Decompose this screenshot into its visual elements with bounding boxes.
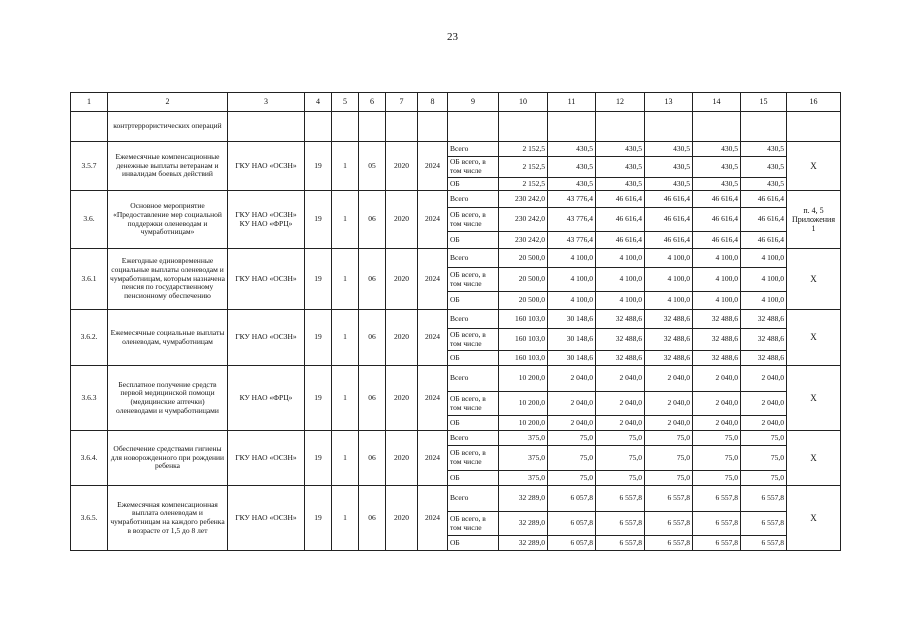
amount-cell: 32 488,6 <box>596 329 645 351</box>
amount-cell: 75,0 <box>741 471 787 486</box>
amount-cell: 230 242,0 <box>499 208 548 232</box>
amount-cell: 2 040,0 <box>645 366 693 392</box>
amount-cell: 375,0 <box>499 471 548 486</box>
row-code-program: 1 <box>332 142 359 191</box>
amount-cell: 6 557,8 <box>645 486 693 512</box>
funding-source-label: Всего <box>448 142 499 157</box>
row-note: X <box>787 486 841 551</box>
amount-cell: 6 557,8 <box>645 512 693 536</box>
amount-cell: 2 040,0 <box>548 392 596 416</box>
row-code-program: 1 <box>332 486 359 551</box>
row-start-year: 2020 <box>386 142 418 191</box>
amount-cell: 75,0 <box>693 471 741 486</box>
amount-cell: 430,5 <box>645 157 693 178</box>
row-name: Бесплатное получение средств первой медицинской помощи (медицинские аптечки) оленеводами и чумработницами <box>108 366 228 431</box>
row-note: X <box>787 142 841 191</box>
row-end-year: 2024 <box>418 249 448 310</box>
amount-cell: 6 057,8 <box>548 512 596 536</box>
amount-cell: 430,5 <box>741 178 787 191</box>
amount-cell: 43 776,4 <box>548 208 596 232</box>
row-code-grbs: 19 <box>305 249 332 310</box>
column-header: 12 <box>596 93 645 112</box>
amount-cell: 4 100,0 <box>596 268 645 292</box>
row-code-program: 1 <box>332 191 359 249</box>
column-header: 11 <box>548 93 596 112</box>
table-body <box>71 93 841 551</box>
row-code-subprogram: 06 <box>359 366 386 431</box>
amount-cell: 75,0 <box>548 446 596 471</box>
amount-cell: 160 103,0 <box>499 351 548 366</box>
amount-cell: 75,0 <box>645 431 693 446</box>
row-code: 3.6.4. <box>71 431 108 486</box>
row-start-year: 2020 <box>386 310 418 366</box>
column-header: 9 <box>448 93 499 112</box>
row-executor: ГКУ НАО «ОСЗН» КУ НАО «ФРЦ» <box>228 191 305 249</box>
amount-cell: 430,5 <box>693 142 741 157</box>
amount-cell: 4 100,0 <box>548 249 596 268</box>
amount-cell: 20 500,0 <box>499 292 548 310</box>
amount-cell: 6 557,8 <box>741 486 787 512</box>
funding-source-label: ОБ <box>448 471 499 486</box>
amount-cell: 4 100,0 <box>741 292 787 310</box>
column-header: 8 <box>418 93 448 112</box>
amount-cell: 6 557,8 <box>596 512 645 536</box>
budget-table <box>70 92 841 551</box>
column-header: 6 <box>359 93 386 112</box>
row-name: Ежемесячная компенсационная выплата оленеводам и чумработницам на каждого ребенка в возрасте от 1,5 до 8 лет <box>108 486 228 551</box>
column-header: 3 <box>228 93 305 112</box>
table-row <box>71 310 841 329</box>
table-row <box>71 142 841 157</box>
amount-cell: 2 040,0 <box>596 392 645 416</box>
row-code-grbs: 19 <box>305 431 332 486</box>
funding-source-label: Всего <box>448 191 499 208</box>
funding-source-label: ОБ всего, в том числе <box>448 512 499 536</box>
amount-cell: 75,0 <box>596 431 645 446</box>
amount-cell: 32 488,6 <box>693 329 741 351</box>
amount-cell: 43 776,4 <box>548 232 596 249</box>
amount-cell: 2 040,0 <box>693 416 741 431</box>
funding-source-label: ОБ всего, в том числе <box>448 208 499 232</box>
amount-cell: 30 148,6 <box>548 351 596 366</box>
amount-cell: 4 100,0 <box>741 249 787 268</box>
amount-cell: 6 557,8 <box>596 536 645 551</box>
funding-source-label: ОБ <box>448 292 499 310</box>
table-row <box>71 486 841 512</box>
amount-cell: 6 057,8 <box>548 536 596 551</box>
funding-source-label: Всего <box>448 486 499 512</box>
amount-cell: 46 616,4 <box>693 232 741 249</box>
amount-cell: 75,0 <box>741 431 787 446</box>
amount-cell: 30 148,6 <box>548 310 596 329</box>
row-executor: ГКУ НАО «ОСЗН» <box>228 431 305 486</box>
table-row <box>71 366 841 392</box>
row-note: X <box>787 431 841 486</box>
row-code: 3.6.5. <box>71 486 108 551</box>
amount-cell: 75,0 <box>596 471 645 486</box>
column-header: 2 <box>108 93 228 112</box>
amount-cell: 46 616,4 <box>645 208 693 232</box>
amount-cell: 430,5 <box>645 178 693 191</box>
row-code-grbs: 19 <box>305 142 332 191</box>
amount-cell: 430,5 <box>596 142 645 157</box>
row-code-subprogram: 06 <box>359 431 386 486</box>
funding-source-label: ОБ всего, в том числе <box>448 392 499 416</box>
funding-source-label: ОБ всего, в том числе <box>448 268 499 292</box>
funding-source-label: Всего <box>448 310 499 329</box>
continued-row-name: контртеррористических операций <box>108 112 228 142</box>
amount-cell: 32 488,6 <box>596 351 645 366</box>
amount-cell: 4 100,0 <box>693 292 741 310</box>
amount-cell: 20 500,0 <box>499 268 548 292</box>
amount-cell: 75,0 <box>548 471 596 486</box>
amount-cell: 75,0 <box>741 446 787 471</box>
row-start-year: 2020 <box>386 431 418 486</box>
column-number-row <box>71 93 841 112</box>
amount-cell: 430,5 <box>548 157 596 178</box>
column-header: 5 <box>332 93 359 112</box>
row-name: Основное мероприятие «Предоставление мер социальной поддержки оленеводам и чумработницам» <box>108 191 228 249</box>
row-start-year: 2020 <box>386 249 418 310</box>
row-code-program: 1 <box>332 310 359 366</box>
amount-cell: 43 776,4 <box>548 191 596 208</box>
row-executor: ГКУ НАО «ОСЗН» <box>228 486 305 551</box>
amount-cell: 6 557,8 <box>693 512 741 536</box>
column-header: 7 <box>386 93 418 112</box>
amount-cell: 430,5 <box>548 178 596 191</box>
continued-row <box>71 112 841 142</box>
amount-cell: 430,5 <box>741 142 787 157</box>
amount-cell: 2 152,5 <box>499 157 548 178</box>
amount-cell: 2 040,0 <box>693 366 741 392</box>
amount-cell: 430,5 <box>741 157 787 178</box>
row-name: Ежегодные единовременные социальные выплаты оленеводам и чумработницам, которым назначена пенсия по государственному пенсионному обеспечению <box>108 249 228 310</box>
row-executor: ГКУ НАО «ОСЗН» <box>228 249 305 310</box>
funding-source-label: ОБ <box>448 416 499 431</box>
amount-cell: 6 557,8 <box>741 512 787 536</box>
amount-cell: 10 200,0 <box>499 366 548 392</box>
amount-cell: 2 040,0 <box>741 366 787 392</box>
amount-cell: 2 152,5 <box>499 142 548 157</box>
row-code-grbs: 19 <box>305 310 332 366</box>
amount-cell: 46 616,4 <box>645 191 693 208</box>
row-end-year: 2024 <box>418 486 448 551</box>
amount-cell: 30 148,6 <box>548 329 596 351</box>
funding-source-label: Всего <box>448 366 499 392</box>
amount-cell: 32 488,6 <box>741 310 787 329</box>
funding-source-label: ОБ <box>448 232 499 249</box>
amount-cell: 430,5 <box>693 178 741 191</box>
funding-source-label: ОБ <box>448 178 499 191</box>
column-header: 16 <box>787 93 841 112</box>
row-note: X <box>787 366 841 431</box>
amount-cell: 230 242,0 <box>499 191 548 208</box>
row-code: 3.5.7 <box>71 142 108 191</box>
amount-cell: 10 200,0 <box>499 392 548 416</box>
amount-cell: 4 100,0 <box>645 268 693 292</box>
row-name: Обеспечение средствами гигиены для новорожденного при рождении ребенка <box>108 431 228 486</box>
amount-cell: 46 616,4 <box>741 191 787 208</box>
column-header: 1 <box>71 93 108 112</box>
amount-cell: 32 488,6 <box>645 351 693 366</box>
amount-cell: 430,5 <box>548 142 596 157</box>
amount-cell: 2 040,0 <box>693 392 741 416</box>
amount-cell: 4 100,0 <box>693 249 741 268</box>
row-start-year: 2020 <box>386 486 418 551</box>
amount-cell: 2 040,0 <box>596 416 645 431</box>
column-header: 13 <box>645 93 693 112</box>
row-note: п. 4, 5 Приложения 1 <box>787 191 841 249</box>
amount-cell: 4 100,0 <box>548 292 596 310</box>
amount-cell: 160 103,0 <box>499 329 548 351</box>
amount-cell: 75,0 <box>596 446 645 471</box>
amount-cell: 6 557,8 <box>693 536 741 551</box>
row-code: 3.6.1 <box>71 249 108 310</box>
column-header: 14 <box>693 93 741 112</box>
funding-source-label: ОБ всего, в том числе <box>448 157 499 178</box>
amount-cell: 46 616,4 <box>596 208 645 232</box>
funding-source-label: ОБ <box>448 536 499 551</box>
row-executor: КУ НАО «ФРЦ» <box>228 366 305 431</box>
amount-cell: 32 488,6 <box>693 310 741 329</box>
column-header: 15 <box>741 93 787 112</box>
amount-cell: 6 557,8 <box>596 486 645 512</box>
amount-cell: 2 152,5 <box>499 178 548 191</box>
row-code-program: 1 <box>332 249 359 310</box>
amount-cell: 46 616,4 <box>741 208 787 232</box>
funding-source-label: ОБ <box>448 351 499 366</box>
row-note: X <box>787 249 841 310</box>
amount-cell: 32 488,6 <box>645 329 693 351</box>
amount-cell: 4 100,0 <box>548 268 596 292</box>
amount-cell: 32 488,6 <box>645 310 693 329</box>
amount-cell: 430,5 <box>596 157 645 178</box>
amount-cell: 10 200,0 <box>499 416 548 431</box>
amount-cell: 46 616,4 <box>596 191 645 208</box>
row-code: 3.6.2. <box>71 310 108 366</box>
amount-cell: 6 057,8 <box>548 486 596 512</box>
table-row <box>71 249 841 268</box>
row-end-year: 2024 <box>418 431 448 486</box>
amount-cell: 6 557,8 <box>693 486 741 512</box>
amount-cell: 2 040,0 <box>548 366 596 392</box>
row-code-grbs: 19 <box>305 191 332 249</box>
column-header: 10 <box>499 93 548 112</box>
amount-cell: 430,5 <box>645 142 693 157</box>
row-code-program: 1 <box>332 366 359 431</box>
amount-cell: 230 242,0 <box>499 232 548 249</box>
row-code-grbs: 19 <box>305 366 332 431</box>
amount-cell: 32 289,0 <box>499 486 548 512</box>
amount-cell: 32 488,6 <box>741 329 787 351</box>
amount-cell: 6 557,8 <box>741 536 787 551</box>
amount-cell: 2 040,0 <box>741 392 787 416</box>
funding-source-label: Всего <box>448 249 499 268</box>
row-executor: ГКУ НАО «ОСЗН» <box>228 310 305 366</box>
amount-cell: 4 100,0 <box>741 268 787 292</box>
amount-cell: 2 040,0 <box>645 416 693 431</box>
amount-cell: 32 289,0 <box>499 512 548 536</box>
column-header: 4 <box>305 93 332 112</box>
row-end-year: 2024 <box>418 310 448 366</box>
amount-cell: 46 616,4 <box>596 232 645 249</box>
amount-cell: 75,0 <box>645 446 693 471</box>
amount-cell: 46 616,4 <box>693 208 741 232</box>
row-executor: ГКУ НАО «ОСЗН» <box>228 142 305 191</box>
amount-cell: 4 100,0 <box>693 268 741 292</box>
amount-cell: 160 103,0 <box>499 310 548 329</box>
row-code-subprogram: 06 <box>359 191 386 249</box>
amount-cell: 4 100,0 <box>596 292 645 310</box>
amount-cell: 375,0 <box>499 446 548 471</box>
table-row <box>71 431 841 446</box>
row-end-year: 2024 <box>418 142 448 191</box>
row-name: Ежемесячные социальные выплаты оленеводам, чумработницам <box>108 310 228 366</box>
row-code: 3.6.3 <box>71 366 108 431</box>
amount-cell: 375,0 <box>499 431 548 446</box>
funding-source-label: ОБ всего, в том числе <box>448 329 499 351</box>
funding-source-label: Всего <box>448 431 499 446</box>
amount-cell: 2 040,0 <box>645 392 693 416</box>
amount-cell: 46 616,4 <box>645 232 693 249</box>
row-code-grbs: 19 <box>305 486 332 551</box>
amount-cell: 32 488,6 <box>741 351 787 366</box>
amount-cell: 4 100,0 <box>645 292 693 310</box>
amount-cell: 75,0 <box>645 471 693 486</box>
row-code-subprogram: 06 <box>359 310 386 366</box>
amount-cell: 6 557,8 <box>645 536 693 551</box>
amount-cell: 430,5 <box>596 178 645 191</box>
amount-cell: 2 040,0 <box>548 416 596 431</box>
row-start-year: 2020 <box>386 191 418 249</box>
amount-cell: 32 488,6 <box>693 351 741 366</box>
amount-cell: 75,0 <box>548 431 596 446</box>
amount-cell: 32 488,6 <box>596 310 645 329</box>
funding-source-label: ОБ всего, в том числе <box>448 446 499 471</box>
row-code-program: 1 <box>332 431 359 486</box>
row-end-year: 2024 <box>418 191 448 249</box>
amount-cell: 430,5 <box>693 157 741 178</box>
amount-cell: 20 500,0 <box>499 249 548 268</box>
amount-cell: 4 100,0 <box>596 249 645 268</box>
row-note: X <box>787 310 841 366</box>
amount-cell: 75,0 <box>693 446 741 471</box>
amount-cell: 2 040,0 <box>741 416 787 431</box>
row-code-subprogram: 06 <box>359 249 386 310</box>
amount-cell: 2 040,0 <box>596 366 645 392</box>
row-code-subprogram: 05 <box>359 142 386 191</box>
row-code-subprogram: 06 <box>359 486 386 551</box>
amount-cell: 32 289,0 <box>499 536 548 551</box>
amount-cell: 46 616,4 <box>693 191 741 208</box>
table-row <box>71 191 841 208</box>
amount-cell: 4 100,0 <box>645 249 693 268</box>
amount-cell: 75,0 <box>693 431 741 446</box>
row-start-year: 2020 <box>386 366 418 431</box>
row-end-year: 2024 <box>418 366 448 431</box>
row-name: Ежемесячные компенсационные денежные выплаты ветеранам и инвалидам боевых действий <box>108 142 228 191</box>
row-code: 3.6. <box>71 191 108 249</box>
amount-cell: 46 616,4 <box>741 232 787 249</box>
page-number: 23 <box>447 31 458 43</box>
